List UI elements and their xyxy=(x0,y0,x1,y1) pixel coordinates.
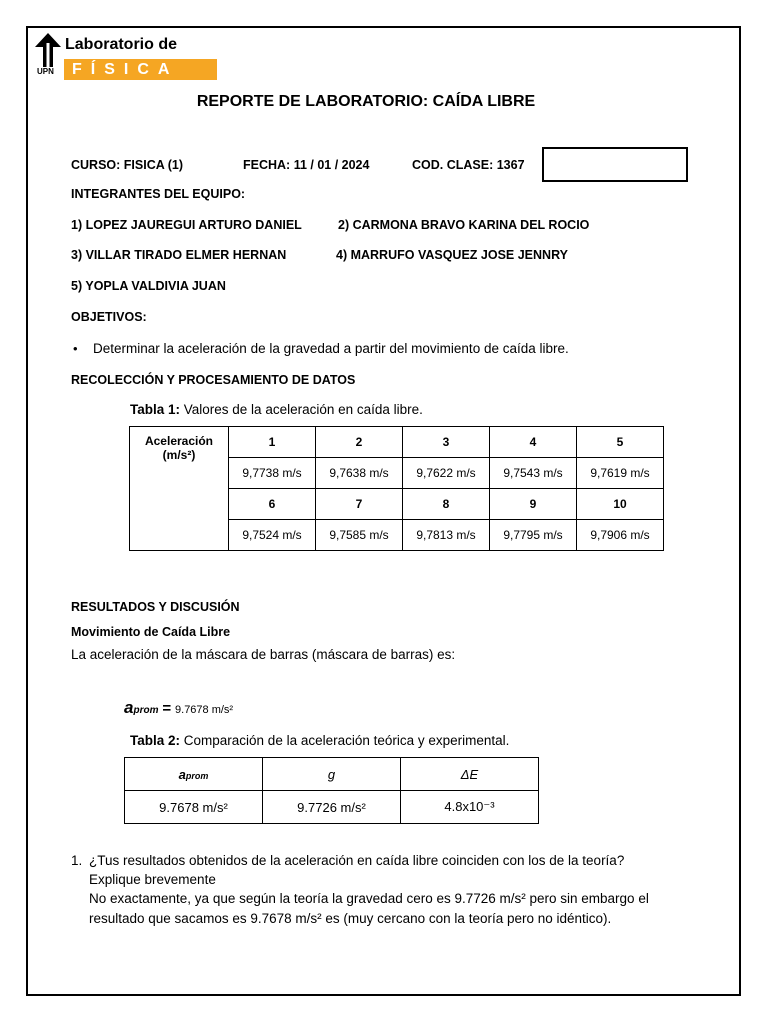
value-aprom: 9.7678 m/s² xyxy=(125,791,263,824)
member-2: 2) CARMONA BRAVO KARINA DEL ROCIO xyxy=(338,218,590,232)
table-comparison xyxy=(124,757,539,824)
table2-caption-bold: Tabla 2: xyxy=(130,733,181,748)
col-header-1: 1 xyxy=(229,427,316,458)
table-acceleration-values xyxy=(129,426,664,551)
value-cell-5: 9,7619 m/s xyxy=(577,458,664,489)
objetivos-label: OBJETIVOS: xyxy=(71,310,147,324)
table-row xyxy=(125,791,539,824)
logo-lab-text: Laboratorio de xyxy=(65,36,178,53)
header-delta-e: ΔE xyxy=(401,758,539,791)
integrantes-label: INTEGRANTES DEL EQUIPO: xyxy=(71,187,246,201)
member-1: 1) LOPEZ JAUREGUI ARTURO DANIEL xyxy=(71,218,302,232)
report-title: REPORTE DE LABORATORIO: CAÍDA LIBRE xyxy=(196,93,536,110)
row-header-line1: Aceleración xyxy=(144,434,214,448)
value-delta-e: 4.8x10⁻³ xyxy=(401,791,539,824)
upn-logo xyxy=(34,33,184,83)
col-header-8: 8 xyxy=(403,489,490,520)
header-aprom xyxy=(125,758,263,791)
aprom-value: 9.7678 m/s² xyxy=(175,704,234,716)
table1-caption-text: Valores de la aceleración en caída libre. xyxy=(180,402,423,417)
member-5: 5) YOPLA VALDIVIA JUAN xyxy=(71,279,226,293)
value-g: 9.7726 m/s² xyxy=(263,791,401,824)
empty-box xyxy=(542,147,688,182)
answer-line1: No exactamente, ya que según la teoría la gravedad cero es 9.7726 m/s² pero sin embargo el xyxy=(89,891,649,906)
header-g: g xyxy=(263,758,401,791)
col-header-2: 2 xyxy=(316,427,403,458)
value-cell-8: 9,7813 m/s xyxy=(403,520,490,551)
results-subheading: Movimiento de Caída Libre xyxy=(71,625,231,639)
value-cell-7: 9,7585 m/s xyxy=(316,520,403,551)
col-header-6: 6 xyxy=(229,489,316,520)
average-acceleration xyxy=(124,698,233,718)
curso-label: CURSO: FISICA (1) xyxy=(71,158,184,172)
cod-clase-label: COD. CLASE: 1367 xyxy=(412,158,525,172)
col-header-4: 4 xyxy=(490,427,577,458)
table1-caption xyxy=(130,402,423,417)
col-header-7: 7 xyxy=(316,489,403,520)
question-line1: ¿Tus resultados obtenidos de la aceleración en caída libre coinciden con los de la teoría? xyxy=(89,853,625,868)
table1-caption-bold: Tabla 1: xyxy=(130,402,181,417)
value-cell-1: 9,7738 m/s xyxy=(229,458,316,489)
table-row xyxy=(130,427,664,458)
member-3: 3) VILLAR TIRADO ELMER HERNAN xyxy=(71,248,287,262)
table2-caption-text: Comparación de la aceleración teórica y experimental. xyxy=(180,733,510,748)
table-row xyxy=(125,758,539,791)
logo-fisica-text: FÍSICA xyxy=(64,59,217,80)
results-heading: RESULTADOS Y DISCUSIÓN xyxy=(71,600,240,614)
value-cell-9: 9,7795 m/s xyxy=(490,520,577,551)
bullet-icon: • xyxy=(73,341,78,356)
section-data-heading: RECOLECCIÓN Y PROCESAMIENTO DE DATOS xyxy=(71,373,356,387)
col-header-5: 5 xyxy=(577,427,664,458)
fecha-label: FECHA: 11 / 01 / 2024 xyxy=(243,158,370,172)
header-aprom-symbol: a xyxy=(178,766,186,782)
logo-upn-text: UPN xyxy=(37,67,54,76)
value-cell-3: 9,7622 m/s xyxy=(403,458,490,489)
member-4: 4) MARRUFO VASQUEZ JOSE JENNRY xyxy=(336,248,568,262)
value-cell-2: 9,7638 m/s xyxy=(316,458,403,489)
header-aprom-sub: prom xyxy=(185,770,209,781)
col-header-3: 3 xyxy=(403,427,490,458)
value-cell-4: 9,7543 m/s xyxy=(490,458,577,489)
question-line2: Explique brevemente xyxy=(89,872,216,887)
value-cell-6: 9,7524 m/s xyxy=(229,520,316,551)
col-header-10: 10 xyxy=(577,489,664,520)
table2-caption xyxy=(130,733,509,748)
col-header-9: 9 xyxy=(490,489,577,520)
question-number: 1. xyxy=(71,853,83,868)
answer-line2: resultado que sacamos es 9.7678 m/s² es (muy cercano con la teoría pero no idéntico). xyxy=(89,911,612,926)
aprom-symbol: a xyxy=(124,698,134,717)
value-cell-10: 9,7906 m/s xyxy=(577,520,664,551)
aprom-subscript: prom xyxy=(133,705,159,716)
row-header-cell xyxy=(130,427,229,551)
results-paragraph: La aceleración de la máscara de barras (máscara de barras) es: xyxy=(71,647,456,662)
objective-text: Determinar la aceleración de la gravedad a partir del movimiento de caída libre. xyxy=(93,341,569,356)
aprom-equals: = xyxy=(162,700,172,717)
row-header-line2: (m/s²) xyxy=(162,448,196,462)
